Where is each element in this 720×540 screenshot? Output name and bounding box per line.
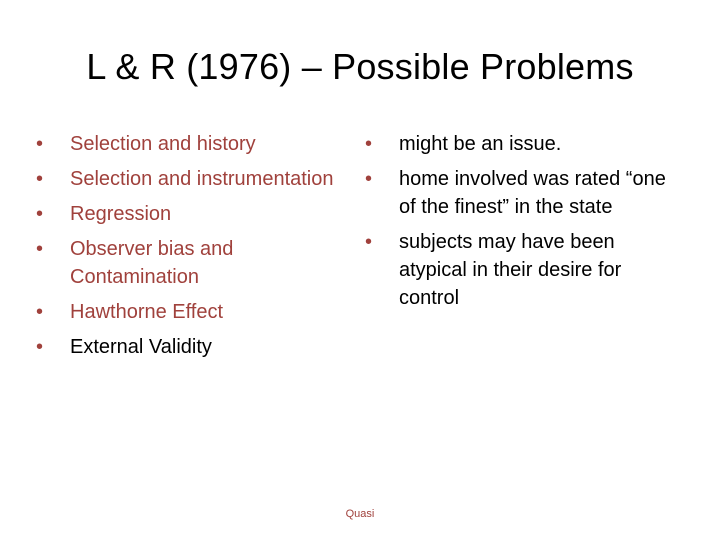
slide-title: L & R (1976) – Possible Problems [86,46,634,87]
list-item [36,235,336,291]
slide-footer: Quasi [345,508,375,520]
bullet-icon: • [365,168,373,190]
bullet-icon: • [365,133,373,155]
left-bullet-list [36,130,336,368]
bullet-icon: • [36,203,44,225]
list-item [365,130,685,158]
list-item-text: Selection and instrumentation [70,168,334,190]
list-item-text: Selection and history [70,133,256,155]
bullet-icon: • [36,133,44,155]
list-item-text: External Validity [70,336,212,358]
list-item [365,228,685,312]
list-item-text: Hawthorne Effect [70,301,224,323]
list-item-text: might be an issue. [399,133,562,155]
list-item [36,298,336,326]
list-item [36,165,336,193]
list-item-text: home involved was rated “one of the finest” in the state [399,168,666,218]
list-item [36,130,336,158]
bullet-icon: • [36,336,44,358]
bullet-icon: • [36,301,44,323]
list-item [36,200,336,228]
list-item-text: subjects may have been atypical in their desire for control [399,231,622,309]
right-bullet-list [365,130,685,319]
list-item-text: Observer bias and Contamination [70,238,234,288]
list-item-text: Regression [70,203,172,225]
bullet-icon: • [36,238,44,260]
list-item [365,165,685,221]
bullet-icon: • [365,231,373,253]
list-item [36,333,336,361]
bullet-icon: • [36,168,44,190]
